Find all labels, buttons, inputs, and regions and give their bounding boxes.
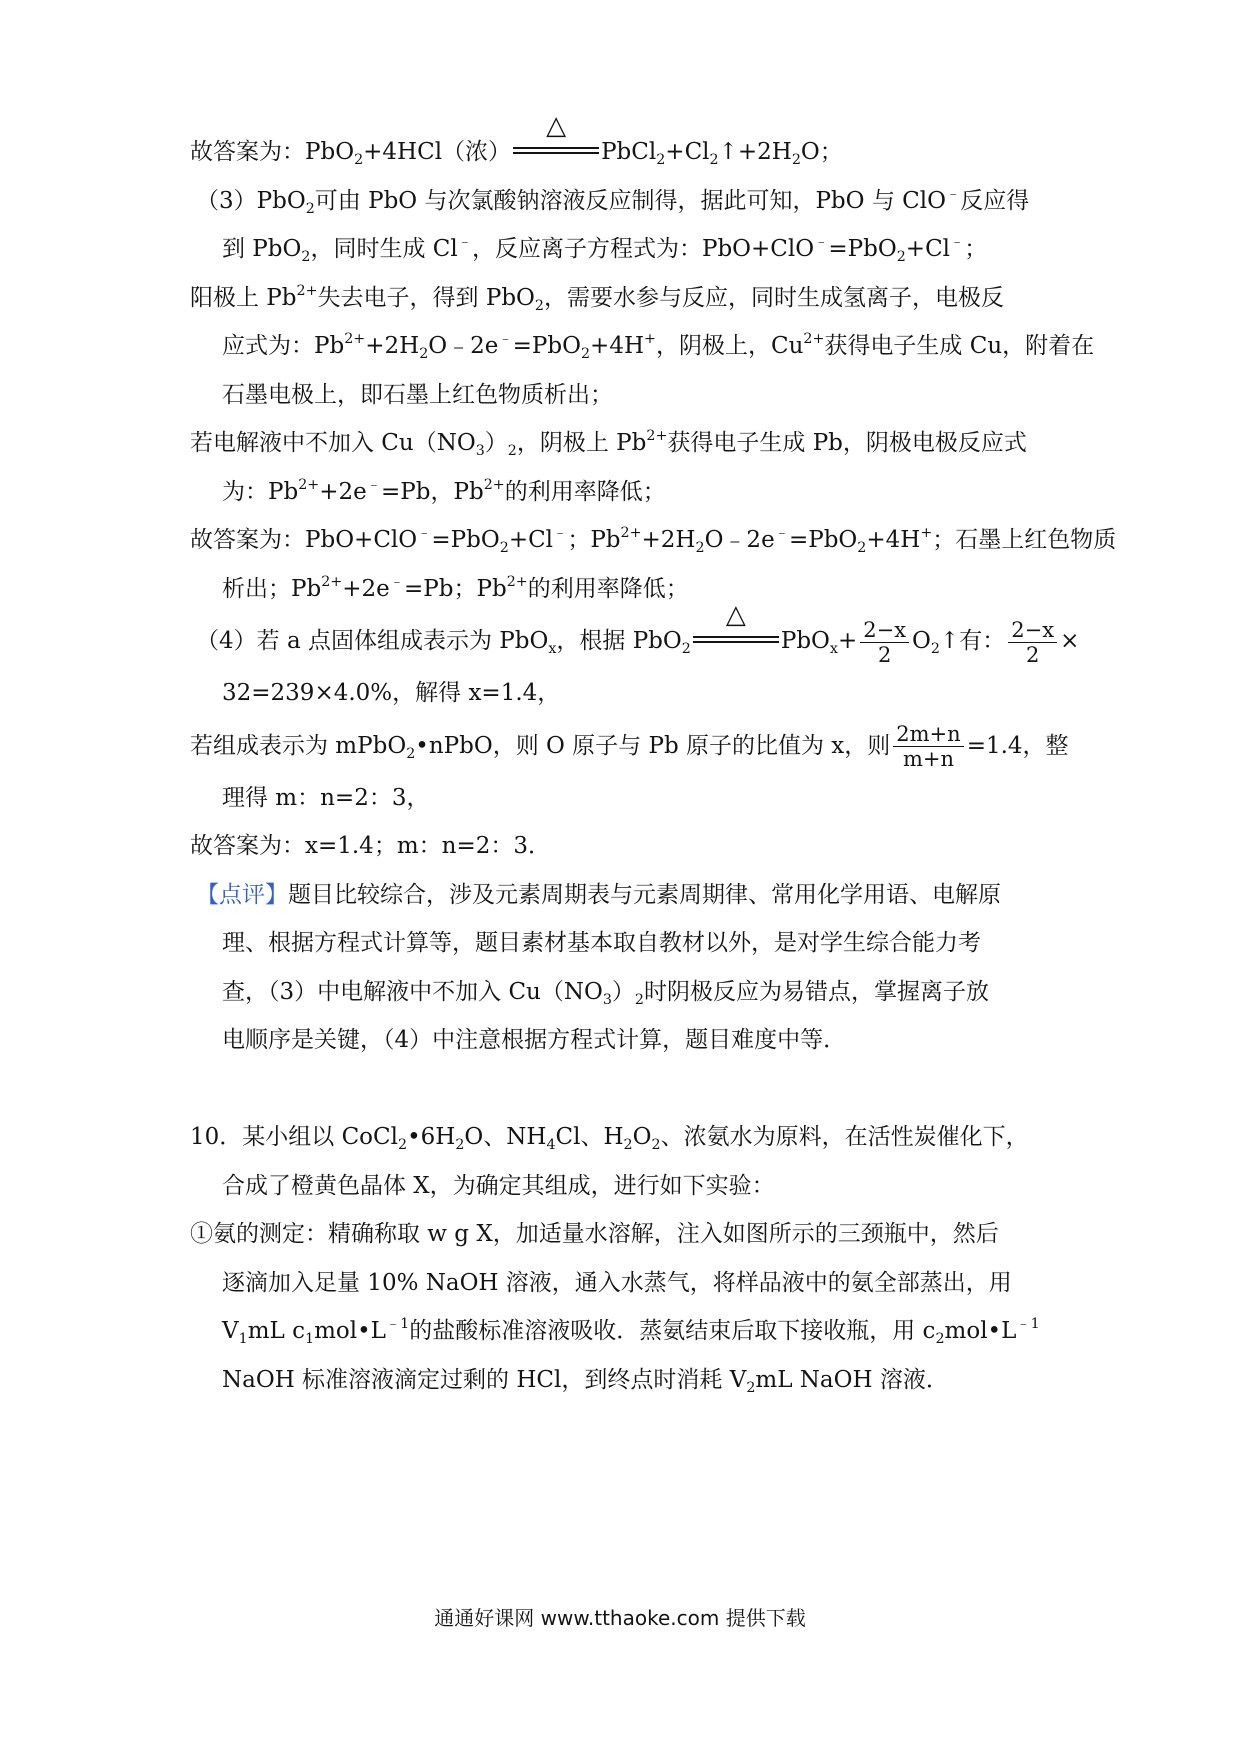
part3-line-2: 到 PbO$_2$，同时生成 Cl﹣，反应离子方程式为：PbO+ClO﹣=PbO$_2$+Cl﹣； (222, 234, 988, 265)
cathode-line-2: 为：$Pb^{2+}+2e^﹣=Pb$，$Pb^{2+}$的利用率降低； (222, 476, 666, 505)
anode-line-3: 石墨电极上，即石墨上红色物质析出； (222, 381, 613, 408)
comment-line-1: 【点评】题目比较综合，涉及元素周期表与元素周期律、常用化学用语、电解原 (196, 881, 1001, 908)
anode-line-1: 阳极上 $Pb^{2+}$失去电子，得到 PbO$_2$，需要水参与反应，同时生成氢离子，电极反 (190, 282, 1004, 314)
document-body (190, 111, 1117, 1404)
question-10-line-4: 逐滴加入足量 10% NaOH 溶液，通入水蒸气，将样品液中的氨全部蒸出，用 (222, 1269, 1012, 1296)
fraction: $\frac{2m+n}{m+n}$ (893, 722, 963, 771)
cathode-line-1: 若电解液中不加入 $Cu(NO_3)_2$，阴极上 $Pb^{2+}$获得电子生成 Pb，阴极电极反应式 (190, 428, 1027, 459)
question-10-line-1: 10．某小组以 $CoCl_2•6H_2O$、$NH_4Cl$、$H_2O_2$、浓氨水为原料，在活性炭催化下， (190, 1124, 1029, 1153)
comment-line-3: 查，（3）中电解液中不加入 $Cu(NO_3)_2$时阴极反应为易错点，掌握离子放 (222, 978, 989, 1008)
part4-line-4: 理得 m：n=2：3， (222, 784, 430, 811)
comment-line-4: 电顺序是关键，（4）中注意根据方程式计算，题目难度中等． (222, 1027, 847, 1053)
fraction: $\frac{2-x}{2}$ (1008, 618, 1057, 667)
answer-line-1: 故答案为：PbO$_2$+4HCl（浓） △ $PbCl_2+Cl_2↑+2H_2O$； (190, 111, 843, 168)
heat-arrow-symbol: △ (513, 139, 599, 161)
part4-line-2: 32=239×4.0%，解得 x=1.4， (222, 680, 561, 706)
comment-line-2: 理、根据方程式计算等，题目素材基本取自教材以外，是对学生综合能力考 (222, 930, 981, 956)
anode-line-2: 应式为：$Pb^{2+}+2H_2O﹣2e^﹣=PbO_2+4H^+$，阴极上，$Cu^{2+}$获得电子生成 Cu，附着在 (222, 331, 1095, 362)
answer-line-3: 析出；$Pb^{2+}+2e^﹣=Pb$；$Pb^{2+}$的利用率降低； (222, 573, 689, 602)
answer-line-2: 故答案为：PbO+ClO﹣=PbO$_2$+Cl﹣；$Pb^{2+}+2H_2O﹣2e^﹣=PbO_2+4H^+$；石墨上红色物质 (190, 525, 1117, 556)
page-footer: 通通好课网 www.tthaoke.com 提供下载 (434, 1606, 806, 1630)
part4-line-3: 若组成表示为 mPbO$_2$•nPbO，则 O 原子与 Pb 原子的比值为 x，则 $\frac{2m+n}{m+n}$ =1.4，整 (190, 722, 1069, 771)
answer-line-4: 故答案为：x=1.4；m：n=2：3． (190, 833, 551, 859)
heat-arrow-symbol: △ (693, 628, 779, 650)
part3-line-1: （3）PbO$_2$可由 PbO 与次氯酸钠溶液反应制得，据此可知，PbO 与 ClO﹣反应得 (196, 185, 1030, 217)
fraction: $\frac{2-x}{2}$ (860, 618, 909, 667)
question-10-line-3: ①氨的测定：精确称取 w g X，加适量水溶解，注入如图所示的三颈瓶中，然后 (190, 1221, 999, 1247)
part4-line-1: （4）若 a 点固体组成表示为 PbO$_x$，根据 PbO$_2$ △ PbO$_x$+ $\frac{2-x}{2}$ $O_2↑$有： $\frac{2-x}{2}$ × (196, 600, 1080, 667)
question-10-line-6: NaOH 标准溶液滴定过剩的 HCl，到终点时消耗 $V_2mL$ NaOH 溶液． (222, 1366, 949, 1396)
question-10-line-2: 合成了橙黄色晶体 X，为确定其组成，进行如下实验： (222, 1172, 775, 1199)
comment-tag: 【点评】 (196, 881, 288, 908)
question-10-line-5: $V_1mL$ $c_1mol•L^{﹣1}$的盐酸标准溶液吸收．蒸氨结束后取下接收瓶，用 $c_2mol•L^{﹣1}$ (222, 1316, 1040, 1347)
